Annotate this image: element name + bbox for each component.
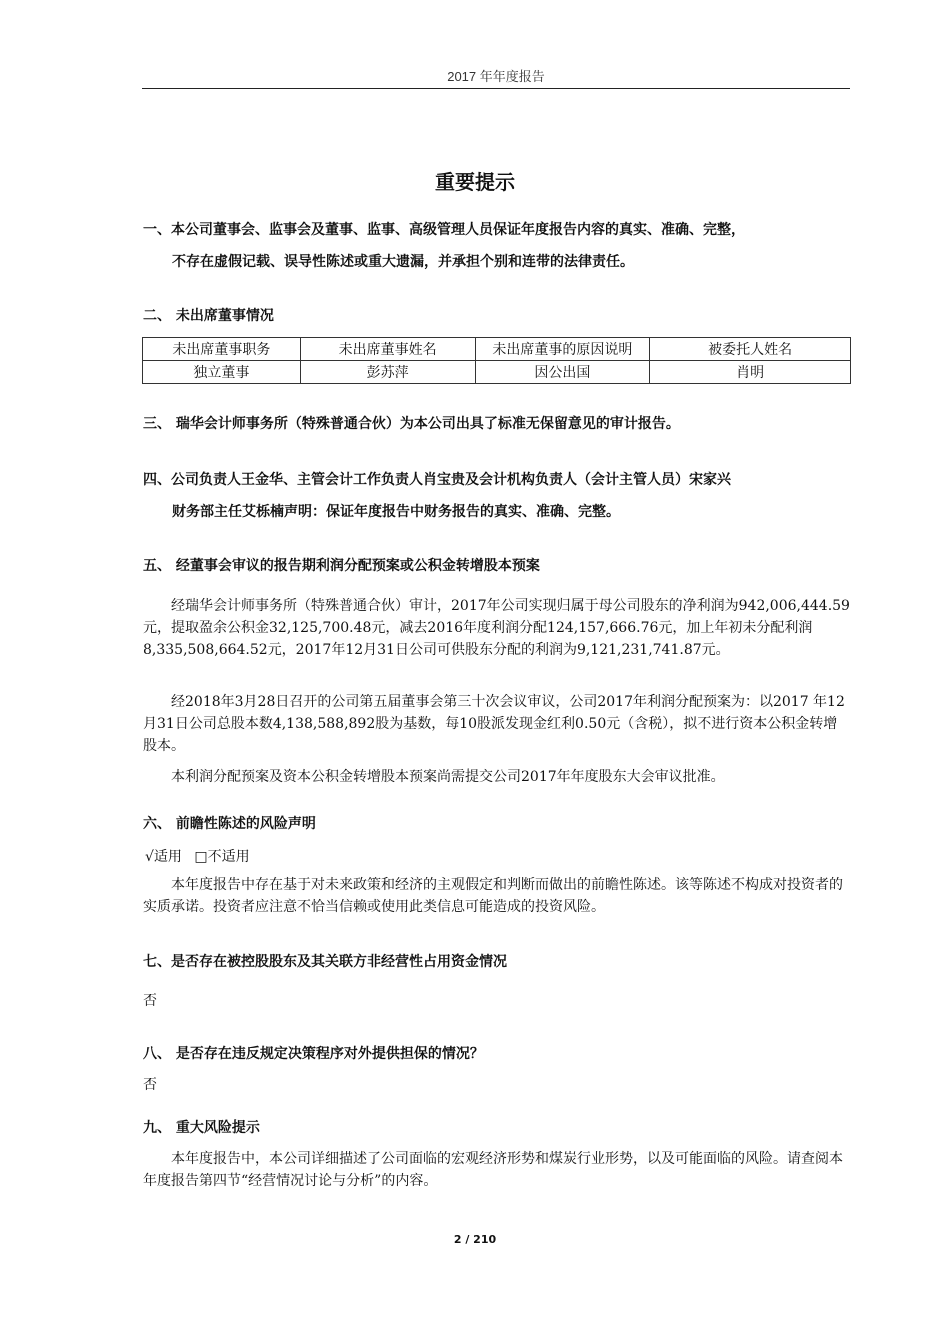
applicability-options — [145, 846, 250, 866]
section-9-heading: 九、 重大风险提示 — [143, 1120, 260, 1136]
table-header-cell: 被委托人姓名 — [650, 338, 851, 361]
not-applicable-label: 不适用 — [207, 849, 250, 865]
section-7-answer: 否 — [143, 993, 157, 1009]
table-header-cell: 未出席董事姓名 — [300, 338, 475, 361]
section-5-paragraph-2: 经2018年3月28日召开的公司第五届董事会第三十次会议审议，公司2017年利润分配预案为：以2017 年12月31日公司总股本数4,138,588,892股为基数，每10股派发现金红利0.50元（含税），拟不进行资本公积金转增股本。 — [143, 694, 845, 754]
section-4-line-1: 四、公司负责人王金华、主管会计工作负责人肖宝贵及会计机构负责人（会计主管人员）宋家兴 — [143, 472, 731, 488]
header-rule — [142, 88, 850, 89]
table-cell: 彭苏萍 — [300, 361, 475, 384]
page-number: 2 / 210 — [453, 1233, 497, 1246]
section-8-answer: 否 — [143, 1077, 157, 1093]
table-header-cell: 未出席董事职务 — [143, 338, 301, 361]
section-5-heading: 五、 经董事会审议的报告期利润分配预案或公积金转增股本预案 — [143, 558, 540, 574]
section-6-paragraph: 本年度报告中存在基于对未来政策和经济的主观假定和判断而做出的前瞻性陈述。该等陈述不构成对投资者的实质承诺。投资者应注意不恰当信赖或使用此类信息可能造成的投资风险。 — [143, 877, 843, 915]
table-header-row — [143, 338, 851, 361]
section-4-line-2: 财务部主任艾栎楠声明：保证年度报告中财务报告的真实、准确、完整。 — [172, 504, 620, 520]
applicable-label: 适用 — [153, 849, 182, 865]
section-7-heading: 七、是否存在被控股股东及其关联方非经营性占用资金情况 — [143, 954, 507, 970]
section-8-heading: 八、 是否存在违反规定决策程序对外提供担保的情况？ — [143, 1046, 484, 1062]
table-cell: 肖明 — [650, 361, 851, 384]
page-title: 重要提示 — [435, 170, 515, 194]
section-1-line-1: 一、本公司董事会、监事会及董事、监事、高级管理人员保证年度报告内容的真实、准确、完整， — [143, 222, 745, 238]
section-5-paragraph-1: 经瑞华会计师事务所（特殊普通合伙）审计，2017年公司实现归属于母公司股东的净利润为942,006,444.59元，提取盈余公积金32,125,700.48元，减去2016年度利润分配124,157,666.76元，加上年初未分配利润8,335,508,664.52元，2017年12月31日公司可供股东分配的利润为9,121,231,741.87元。 — [143, 598, 850, 658]
section-1-line-2: 不存在虚假记载、误导性陈述或重大遗漏，并承担个别和连带的法律责任。 — [172, 254, 634, 270]
table-header-cell: 未出席董事的原因说明 — [475, 338, 650, 361]
section-6-heading: 六、 前瞻性陈述的风险声明 — [143, 816, 316, 832]
table-row — [143, 361, 851, 384]
section-9-paragraph: 本年度报告中，本公司详细描述了公司面临的宏观经济形势和煤炭行业形势，以及可能面临的风险。请查阅本年度报告第四节“经营情况讨论与分析”的内容。 — [143, 1151, 843, 1189]
section-2-heading: 二、 未出席董事情况 — [143, 308, 274, 324]
table-cell: 因公出国 — [475, 361, 650, 384]
running-header: 2017 年年度报告 — [447, 69, 545, 84]
table-cell: 独立董事 — [143, 361, 301, 384]
section-5-paragraph-3: 本利润分配预案及资本公积金转增股本预案尚需提交公司2017年年度股东大会审议批准。 — [171, 769, 725, 785]
unchecked-box-icon: □ — [194, 849, 208, 865]
checked-icon: √ — [145, 849, 154, 865]
section-3-text: 三、 瑞华会计师事务所（特殊普通合伙）为本公司出具了标准无保留意见的审计报告。 — [143, 416, 680, 432]
absent-directors-table — [142, 337, 851, 384]
